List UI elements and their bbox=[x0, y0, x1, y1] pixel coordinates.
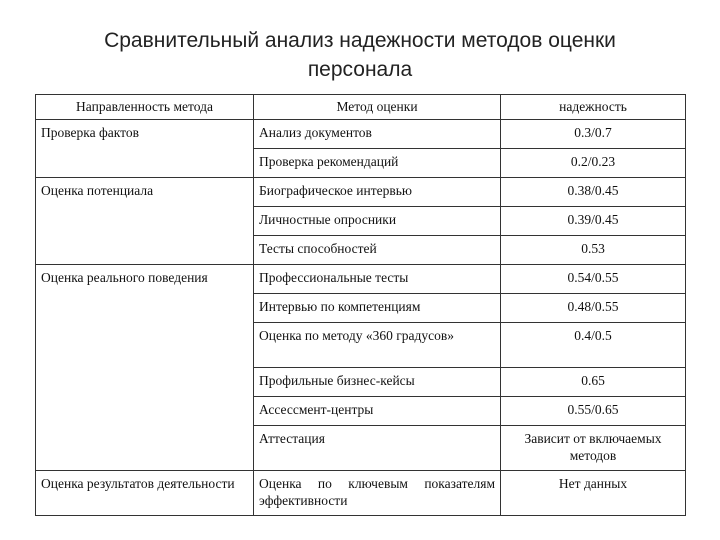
table-row bbox=[36, 120, 686, 149]
direction-cell: Оценка результатов деятельности bbox=[36, 471, 254, 516]
table-row bbox=[36, 178, 686, 207]
method-cell: Оценка по ключевым показателям эффективности bbox=[254, 471, 501, 516]
slide-title bbox=[0, 26, 720, 84]
method-cell: Аттестация bbox=[254, 426, 501, 471]
direction-cell: Проверка фактов bbox=[36, 120, 254, 178]
header-reliability: надежность bbox=[501, 95, 686, 120]
method-cell: Анализ документов bbox=[254, 120, 501, 149]
reliability-cell: 0.48/0.55 bbox=[501, 294, 686, 323]
method-cell: Личностные опросники bbox=[254, 207, 501, 236]
reliability-cell: 0.55/0.65 bbox=[501, 397, 686, 426]
method-cell: Тесты способностей bbox=[254, 236, 501, 265]
reliability-cell: 0.4/0.5 bbox=[501, 323, 686, 368]
reliability-cell: 0.39/0.45 bbox=[501, 207, 686, 236]
reliability-cell: 0.2/0.23 bbox=[501, 149, 686, 178]
method-cell: Проверка рекомендаций bbox=[254, 149, 501, 178]
table-header-row bbox=[36, 95, 686, 120]
method-cell: Оценка по методу «360 градусов» bbox=[254, 323, 501, 368]
method-cell: Биографическое интервью bbox=[254, 178, 501, 207]
reliability-cell: 0.53 bbox=[501, 236, 686, 265]
direction-cell: Оценка потенциала bbox=[36, 178, 254, 265]
reliability-cell: 0.65 bbox=[501, 368, 686, 397]
direction-cell: Оценка реального поведения bbox=[36, 265, 254, 471]
method-cell: Интервью по компетенциям bbox=[254, 294, 501, 323]
reliability-table bbox=[35, 94, 686, 516]
method-cell: Профессиональные тесты bbox=[254, 265, 501, 294]
method-cell: Ассессмент-центры bbox=[254, 397, 501, 426]
header-method: Метод оценки bbox=[254, 95, 501, 120]
header-direction: Направленность метода bbox=[36, 95, 254, 120]
reliability-cell: 0.3/0.7 bbox=[501, 120, 686, 149]
table-row bbox=[36, 265, 686, 294]
reliability-cell: Зависит от включаемых методов bbox=[501, 426, 686, 471]
reliability-cell: 0.38/0.45 bbox=[501, 178, 686, 207]
table-row bbox=[36, 471, 686, 516]
method-cell: Профильные бизнес-кейсы bbox=[254, 368, 501, 397]
reliability-cell: Нет данных bbox=[501, 471, 686, 516]
slide-title-line-2: персонала bbox=[307, 58, 413, 81]
reliability-cell: 0.54/0.55 bbox=[501, 265, 686, 294]
slide-title-line-1: Сравнительный анализ надежности методов оценки bbox=[104, 29, 616, 52]
